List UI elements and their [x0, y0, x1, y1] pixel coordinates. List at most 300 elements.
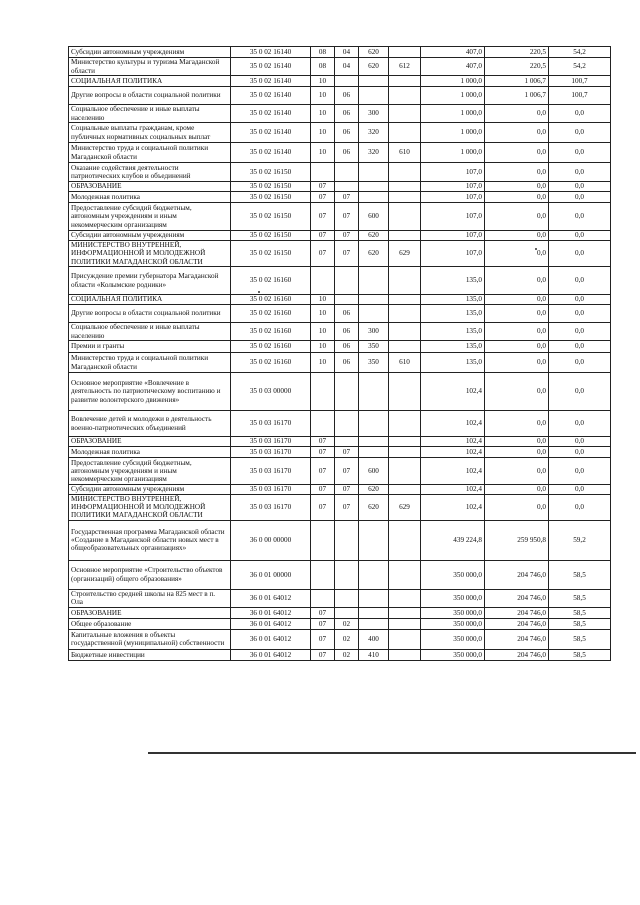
- row-admin-code: [389, 47, 421, 58]
- row-section: [311, 589, 335, 607]
- row-percent: 59,2: [549, 520, 611, 560]
- row-plan: 439 224,8: [421, 520, 485, 560]
- row-fact: 0,0: [485, 341, 549, 353]
- row-subsection: 02: [335, 649, 359, 660]
- row-plan: 1 000,0: [421, 143, 485, 163]
- row-admin-code: [389, 649, 421, 660]
- row-percent: 0,0: [549, 495, 611, 521]
- row-section: [311, 411, 335, 437]
- row-code: 35 0 03 16170: [231, 495, 311, 521]
- row-fact: 0,0: [485, 353, 549, 373]
- table-row: [69, 203, 611, 231]
- row-code: 36 0 01 00000: [231, 560, 311, 589]
- row-subsection: 07: [335, 495, 359, 521]
- row-name: Молодежная политика: [69, 192, 231, 203]
- row-plan: 107,0: [421, 182, 485, 192]
- row-name: СОЦИАЛЬНАЯ ПОЛИТИКА: [69, 295, 231, 305]
- table-row: [69, 520, 611, 560]
- table-row: [69, 295, 611, 305]
- row-percent: 0,0: [549, 192, 611, 203]
- row-subsection: 07: [335, 458, 359, 485]
- row-name: Другие вопросы в области социальной политики: [69, 305, 231, 323]
- row-subsection: 02: [335, 618, 359, 629]
- row-subsection: 06: [335, 305, 359, 323]
- row-percent: 0,0: [549, 267, 611, 295]
- row-name: Предоставление субсидий бюджетным, автономным учреждениям и иным некоммерческим организациям: [69, 458, 231, 485]
- row-subsection: [335, 411, 359, 437]
- row-admin-code: [389, 323, 421, 341]
- row-code: 36 0 01 64012: [231, 629, 311, 649]
- row-section: 10: [311, 123, 335, 143]
- row-percent: 0,0: [549, 231, 611, 241]
- row-fact: 0,0: [485, 241, 549, 267]
- row-expense-type: 320: [359, 123, 389, 143]
- table-row: [69, 373, 611, 411]
- row-name: СОЦИАЛЬНАЯ ПОЛИТИКА: [69, 76, 231, 87]
- row-fact: 0,0: [485, 295, 549, 305]
- row-percent: 58,5: [549, 629, 611, 649]
- table-row: [69, 47, 611, 58]
- table-row: [69, 76, 611, 87]
- table-row: [69, 105, 611, 123]
- row-code: 35 0 02 16160: [231, 353, 311, 373]
- row-plan: 135,0: [421, 295, 485, 305]
- row-expense-type: [359, 182, 389, 192]
- row-plan: 1 000,0: [421, 76, 485, 87]
- row-percent: 0,0: [549, 182, 611, 192]
- row-expense-type: 620: [359, 485, 389, 495]
- row-name: Другие вопросы в области социальной политики: [69, 87, 231, 105]
- row-fact: 220,5: [485, 58, 549, 76]
- row-section: 07: [311, 607, 335, 618]
- table-row: [69, 123, 611, 143]
- row-fact: 0,0: [485, 485, 549, 495]
- row-section: 07: [311, 618, 335, 629]
- row-percent: 0,0: [549, 105, 611, 123]
- row-subsection: 06: [335, 323, 359, 341]
- row-fact: 0,0: [485, 123, 549, 143]
- row-percent: 0,0: [549, 458, 611, 485]
- row-name: ОБРАЗОВАНИЕ: [69, 607, 231, 618]
- row-percent: 0,0: [549, 437, 611, 447]
- row-plan: 350 000,0: [421, 618, 485, 629]
- row-admin-code: 612: [389, 58, 421, 76]
- row-fact: 0,0: [485, 437, 549, 447]
- row-section: 10: [311, 353, 335, 373]
- row-subsection: [335, 267, 359, 295]
- table-row: [69, 323, 611, 341]
- row-admin-code: 629: [389, 495, 421, 521]
- row-expense-type: [359, 520, 389, 560]
- row-code: 35 0 02 16150: [231, 203, 311, 231]
- row-percent: 0,0: [549, 323, 611, 341]
- row-name: Капитальные вложения в объекты государственной (муниципальной) собственности: [69, 629, 231, 649]
- row-admin-code: [389, 520, 421, 560]
- row-code: 35 0 03 16170: [231, 437, 311, 447]
- table-row: [69, 341, 611, 353]
- table-row: [69, 447, 611, 458]
- table-row: [69, 458, 611, 485]
- row-admin-code: [389, 560, 421, 589]
- row-name: Министерство труда и социальной политики Магаданской области: [69, 143, 231, 163]
- row-code: 35 0 02 16140: [231, 47, 311, 58]
- row-section: 07: [311, 241, 335, 267]
- row-subsection: 04: [335, 58, 359, 76]
- row-section: 10: [311, 76, 335, 87]
- row-admin-code: 629: [389, 241, 421, 267]
- row-percent: 0,0: [549, 447, 611, 458]
- table-row: [69, 143, 611, 163]
- row-subsection: [335, 295, 359, 305]
- row-plan: 102,4: [421, 485, 485, 495]
- row-subsection: 06: [335, 143, 359, 163]
- row-plan: 407,0: [421, 47, 485, 58]
- row-fact: 0,0: [485, 411, 549, 437]
- row-fact: 1 006,7: [485, 87, 549, 105]
- row-name: Общее образование: [69, 618, 231, 629]
- row-plan: 107,0: [421, 163, 485, 182]
- row-percent: 0,0: [549, 295, 611, 305]
- row-admin-code: [389, 411, 421, 437]
- row-code: 35 0 02 16150: [231, 163, 311, 182]
- row-fact: 0,0: [485, 163, 549, 182]
- row-fact: 0,0: [485, 323, 549, 341]
- row-fact: 204 746,0: [485, 607, 549, 618]
- row-subsection: 07: [335, 231, 359, 241]
- row-admin-code: [389, 458, 421, 485]
- row-name: Государственная программа Магаданской области «Создание в Магаданской области новых мест в общеобразовательных организациях»: [69, 520, 231, 560]
- row-percent: 0,0: [549, 203, 611, 231]
- row-fact: 0,0: [485, 182, 549, 192]
- row-code: 35 0 02 16140: [231, 76, 311, 87]
- row-code: 35 0 02 16140: [231, 87, 311, 105]
- row-section: 07: [311, 192, 335, 203]
- row-section: 07: [311, 495, 335, 521]
- row-subsection: 06: [335, 105, 359, 123]
- bottom-rule: [148, 752, 636, 754]
- row-plan: 135,0: [421, 341, 485, 353]
- row-percent: 58,5: [549, 589, 611, 607]
- row-plan: 107,0: [421, 203, 485, 231]
- row-plan: 1 000,0: [421, 105, 485, 123]
- row-expense-type: 620: [359, 58, 389, 76]
- row-admin-code: [389, 589, 421, 607]
- row-plan: 107,0: [421, 241, 485, 267]
- table-row: [69, 560, 611, 589]
- row-fact: 0,0: [485, 267, 549, 295]
- row-admin-code: [389, 231, 421, 241]
- row-admin-code: [389, 305, 421, 323]
- row-percent: 0,0: [549, 373, 611, 411]
- table-row: [69, 607, 611, 618]
- row-subsection: [335, 560, 359, 589]
- row-subsection: [335, 76, 359, 87]
- row-percent: 54,2: [549, 47, 611, 58]
- row-name: Субсидии автономным учреждениям: [69, 485, 231, 495]
- row-subsection: 06: [335, 123, 359, 143]
- budget-table: [68, 46, 611, 661]
- row-section: 07: [311, 182, 335, 192]
- table-row: [69, 192, 611, 203]
- row-code: 35 0 02 16160: [231, 305, 311, 323]
- row-plan: 102,4: [421, 447, 485, 458]
- row-admin-code: [389, 607, 421, 618]
- row-section: 07: [311, 458, 335, 485]
- row-expense-type: [359, 192, 389, 203]
- row-subsection: [335, 607, 359, 618]
- row-code: 35 0 02 16160: [231, 323, 311, 341]
- row-percent: 100,7: [549, 76, 611, 87]
- row-plan: 135,0: [421, 305, 485, 323]
- row-percent: 54,2: [549, 58, 611, 76]
- row-code: 36 0 00 00000: [231, 520, 311, 560]
- scan-mark: [258, 291, 260, 293]
- row-expense-type: 410: [359, 649, 389, 660]
- row-fact: 204 746,0: [485, 629, 549, 649]
- row-expense-type: [359, 87, 389, 105]
- row-section: 07: [311, 447, 335, 458]
- row-subsection: [335, 589, 359, 607]
- row-admin-code: [389, 182, 421, 192]
- row-expense-type: [359, 295, 389, 305]
- table-row: [69, 58, 611, 76]
- row-subsection: [335, 182, 359, 192]
- row-section: 07: [311, 485, 335, 495]
- row-admin-code: [389, 105, 421, 123]
- row-plan: 135,0: [421, 353, 485, 373]
- table-row: [69, 618, 611, 629]
- row-expense-type: [359, 618, 389, 629]
- row-name: ОБРАЗОВАНИЕ: [69, 182, 231, 192]
- row-fact: 0,0: [485, 231, 549, 241]
- row-admin-code: [389, 203, 421, 231]
- row-section: 10: [311, 305, 335, 323]
- row-section: 07: [311, 203, 335, 231]
- row-percent: 58,5: [549, 618, 611, 629]
- row-expense-type: 600: [359, 458, 389, 485]
- row-fact: 259 950,8: [485, 520, 549, 560]
- row-section: 10: [311, 295, 335, 305]
- row-name: Вовлечение детей и молодежи в деятельность военно-патриотических объединений: [69, 411, 231, 437]
- row-plan: 350 000,0: [421, 649, 485, 660]
- row-name: Строительство средней школы на 825 мест в п. Ола: [69, 589, 231, 607]
- row-percent: 0,0: [549, 163, 611, 182]
- row-code: 36 0 01 64012: [231, 618, 311, 629]
- row-expense-type: [359, 163, 389, 182]
- row-section: [311, 373, 335, 411]
- table-row: [69, 182, 611, 192]
- row-plan: 102,4: [421, 373, 485, 411]
- row-name: Субсидии автономным учреждениям: [69, 231, 231, 241]
- row-expense-type: [359, 411, 389, 437]
- row-subsection: 06: [335, 341, 359, 353]
- row-plan: 135,0: [421, 267, 485, 295]
- row-expense-type: [359, 267, 389, 295]
- row-expense-type: [359, 447, 389, 458]
- row-section: 07: [311, 231, 335, 241]
- row-code: 35 0 03 00000: [231, 373, 311, 411]
- row-subsection: 07: [335, 485, 359, 495]
- row-section: [311, 520, 335, 560]
- row-subsection: [335, 163, 359, 182]
- row-admin-code: [389, 192, 421, 203]
- row-subsection: 07: [335, 203, 359, 231]
- row-section: 10: [311, 323, 335, 341]
- row-expense-type: 300: [359, 105, 389, 123]
- row-code: 35 0 03 16170: [231, 447, 311, 458]
- row-percent: 0,0: [549, 123, 611, 143]
- row-subsection: 06: [335, 353, 359, 373]
- row-admin-code: [389, 485, 421, 495]
- row-admin-code: 610: [389, 143, 421, 163]
- row-fact: 204 746,0: [485, 618, 549, 629]
- row-fact: 0,0: [485, 458, 549, 485]
- row-subsection: [335, 437, 359, 447]
- row-plan: 107,0: [421, 231, 485, 241]
- row-section: 08: [311, 58, 335, 76]
- row-name: Министерство труда и социальной политики Магаданской области: [69, 353, 231, 373]
- row-plan: 102,4: [421, 437, 485, 447]
- row-code: 35 0 02 16140: [231, 105, 311, 123]
- row-code: 35 0 02 16140: [231, 123, 311, 143]
- row-subsection: 07: [335, 241, 359, 267]
- row-name: Основное мероприятие «Вовлечение в деятельность по патриотическому воспитанию и развитие волонтерского движения»: [69, 373, 231, 411]
- row-subsection: 02: [335, 629, 359, 649]
- row-admin-code: [389, 447, 421, 458]
- row-percent: 58,5: [549, 560, 611, 589]
- row-code: 35 0 03 16170: [231, 458, 311, 485]
- row-admin-code: [389, 341, 421, 353]
- row-expense-type: 620: [359, 231, 389, 241]
- row-name: МИНИСТЕРСТВО ВНУТРЕННЕЙ, ИНФОРМАЦИОННОЙ И МОЛОДЕЖНОЙ ПОЛИТИКИ МАГАДАНСКОЙ ОБЛАСТИ: [69, 495, 231, 521]
- row-expense-type: 300: [359, 323, 389, 341]
- row-plan: 102,4: [421, 411, 485, 437]
- row-fact: 0,0: [485, 143, 549, 163]
- row-code: 35 0 02 16140: [231, 58, 311, 76]
- table-row: [69, 485, 611, 495]
- row-plan: 107,0: [421, 192, 485, 203]
- row-name: Министерство культуры и туризма Магаданской области: [69, 58, 231, 76]
- table-row: [69, 87, 611, 105]
- row-fact: 0,0: [485, 203, 549, 231]
- row-code: 36 0 01 64012: [231, 649, 311, 660]
- row-expense-type: 400: [359, 629, 389, 649]
- row-section: 07: [311, 629, 335, 649]
- row-code: 35 0 02 16160: [231, 295, 311, 305]
- row-name: Социальное обеспечение и иные выплаты населению: [69, 105, 231, 123]
- row-subsection: [335, 520, 359, 560]
- scan-mark: [535, 248, 537, 250]
- row-subsection: 07: [335, 447, 359, 458]
- row-expense-type: 620: [359, 47, 389, 58]
- row-expense-type: 350: [359, 353, 389, 373]
- table-row: [69, 411, 611, 437]
- row-expense-type: [359, 560, 389, 589]
- row-plan: 350 000,0: [421, 589, 485, 607]
- row-expense-type: 320: [359, 143, 389, 163]
- row-subsection: 04: [335, 47, 359, 58]
- row-fact: 0,0: [485, 495, 549, 521]
- row-code: 36 0 01 64012: [231, 589, 311, 607]
- row-name: Субсидии автономным учреждениям: [69, 47, 231, 58]
- row-code: 35 0 02 16140: [231, 143, 311, 163]
- row-plan: 135,0: [421, 323, 485, 341]
- table-row: [69, 589, 611, 607]
- table-row: [69, 163, 611, 182]
- row-plan: 102,4: [421, 495, 485, 521]
- row-percent: 0,0: [549, 143, 611, 163]
- row-percent: 0,0: [549, 353, 611, 373]
- row-percent: 0,0: [549, 241, 611, 267]
- row-expense-type: [359, 373, 389, 411]
- row-code: 35 0 03 16170: [231, 485, 311, 495]
- row-name: Социальное обеспечение и иные выплаты населению: [69, 323, 231, 341]
- row-section: 10: [311, 87, 335, 105]
- row-section: 07: [311, 437, 335, 447]
- row-admin-code: [389, 295, 421, 305]
- row-admin-code: 610: [389, 353, 421, 373]
- row-fact: 204 746,0: [485, 560, 549, 589]
- table-row: [69, 267, 611, 295]
- row-fact: 0,0: [485, 447, 549, 458]
- row-expense-type: 350: [359, 341, 389, 353]
- row-fact: 1 006,7: [485, 76, 549, 87]
- row-section: 10: [311, 341, 335, 353]
- row-section: 08: [311, 47, 335, 58]
- table-row: [69, 241, 611, 267]
- row-plan: 350 000,0: [421, 560, 485, 589]
- row-fact: 0,0: [485, 105, 549, 123]
- row-subsection: 06: [335, 87, 359, 105]
- row-percent: 0,0: [549, 305, 611, 323]
- row-percent: 58,5: [549, 649, 611, 660]
- row-admin-code: [389, 629, 421, 649]
- row-name: Оказание содействия деятельности патриотических клубов и объединений: [69, 163, 231, 182]
- row-expense-type: 620: [359, 495, 389, 521]
- row-name: Основное мероприятие «Строительство объектов (организаций) общего образования»: [69, 560, 231, 589]
- row-plan: 102,4: [421, 458, 485, 485]
- row-plan: 350 000,0: [421, 629, 485, 649]
- row-admin-code: [389, 373, 421, 411]
- row-section: 10: [311, 105, 335, 123]
- row-code: 35 0 02 16150: [231, 192, 311, 203]
- row-percent: 58,5: [549, 607, 611, 618]
- row-name: Молодежная политика: [69, 447, 231, 458]
- row-code: 35 0 02 16160: [231, 341, 311, 353]
- row-expense-type: [359, 437, 389, 447]
- row-admin-code: [389, 163, 421, 182]
- row-expense-type: 600: [359, 203, 389, 231]
- row-fact: 204 746,0: [485, 589, 549, 607]
- row-name: Бюджетные инвестиции: [69, 649, 231, 660]
- row-code: 35 0 02 16150: [231, 231, 311, 241]
- row-plan: 1 000,0: [421, 87, 485, 105]
- row-name: Социальные выплаты гражданам, кроме публичных нормативных социальных выплат: [69, 123, 231, 143]
- row-section: 07: [311, 649, 335, 660]
- table-row: [69, 437, 611, 447]
- row-fact: 0,0: [485, 305, 549, 323]
- row-expense-type: [359, 305, 389, 323]
- row-name: Присуждение премии губернатора Магаданской области «Колымские родники»: [69, 267, 231, 295]
- table-body: [69, 47, 611, 661]
- row-admin-code: [389, 76, 421, 87]
- row-section: 10: [311, 143, 335, 163]
- table-row: [69, 305, 611, 323]
- row-subsection: 07: [335, 192, 359, 203]
- row-code: 36 0 01 64012: [231, 607, 311, 618]
- row-name: МИНИСТЕРСТВО ВНУТРЕННЕЙ, ИНФОРМАЦИОННОЙ И МОЛОДЕЖНОЙ ПОЛИТИКИ МАГАДАНСКОЙ ОБЛАСТИ: [69, 241, 231, 267]
- row-expense-type: [359, 76, 389, 87]
